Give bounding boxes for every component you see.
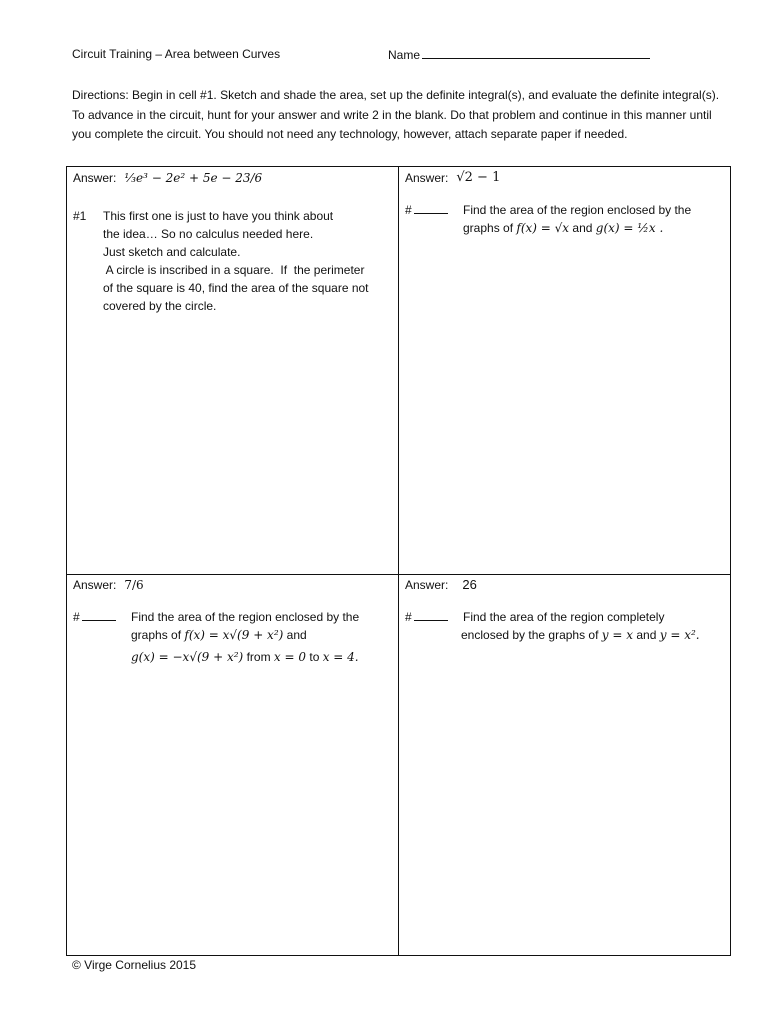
cell-2 [405, 169, 725, 237]
problem-text: and [572, 221, 593, 235]
answer-label: Answer: [73, 171, 117, 185]
circuit-blank[interactable] [414, 202, 448, 214]
problem-line: Find the area of the region enclosed by the [463, 203, 692, 217]
problem-1 [73, 207, 391, 315]
problem-line: the idea… So no calculus needed here. [103, 227, 314, 241]
answer-row [73, 576, 391, 594]
problem-line: Just sketch and calculate. [103, 245, 241, 259]
grid-divider-vertical [398, 167, 399, 955]
problem-line: This first one is just to have you think about [103, 209, 334, 223]
name-blank[interactable] [422, 47, 650, 59]
circuit-blank[interactable] [414, 609, 448, 621]
answer-value: √2 − 1 [456, 170, 501, 185]
grid-divider-horizontal [67, 574, 730, 575]
bound-upper: x = 4. [322, 650, 359, 664]
name-field[interactable] [388, 47, 650, 62]
problem-text: and [286, 628, 307, 642]
problem [405, 608, 725, 644]
function-g: g(x) = ½x . [595, 221, 664, 235]
cell-3 [73, 576, 391, 666]
answer-row [405, 169, 725, 187]
cell-1 [73, 169, 391, 315]
circuit-blank[interactable] [82, 609, 116, 621]
bound-lower: x = 0 [273, 650, 307, 664]
problem-number: # [405, 610, 412, 624]
problem-line: of the square is 40, find the area of the square not [103, 281, 369, 295]
copyright-footer: © Virge Cornelius 2015 [72, 958, 197, 972]
problem-text: graphs of [463, 221, 514, 235]
function-f: f(x) = √x [516, 221, 570, 235]
problem-number: # [405, 203, 412, 217]
problem-number: # [73, 610, 80, 624]
problem-text: graphs of [131, 628, 182, 642]
cell-4 [405, 576, 725, 644]
directions-text: Directions: Begin in cell #1. Sketch and shade the area, set up the definite integral(s), and evaluate the definite integral(s). To advance in the circuit, hunt for your answer and write 2 in the blank. Do that problem and continue in this manner until you complete the circuit. You should not need any technology, however, attach separate paper if needed. [72, 88, 720, 141]
problem-text: to [309, 650, 320, 664]
answer-value: 26 [462, 577, 477, 592]
problem-text: enclosed by the graphs of [461, 628, 599, 642]
problem-line: A circle is inscribed in a square. If the perimeter [103, 263, 365, 277]
function-g: g(x) = −x√(9 + x²) [131, 650, 244, 664]
curve-2: y = x². [659, 628, 700, 642]
name-label: Name [388, 48, 421, 62]
answer-row [73, 169, 391, 187]
problem [73, 608, 391, 666]
problem-line: covered by the circle. [103, 299, 217, 313]
circuit-grid [66, 166, 731, 956]
answer-value: 7/6 [124, 578, 144, 592]
worksheet-title: Circuit Training – Area between Curves [72, 47, 281, 61]
problem-text: and [636, 628, 657, 642]
answer-label: Answer: [405, 578, 449, 592]
problem-line: Find the area of the region enclosed by the [131, 610, 360, 624]
answer-label: Answer: [73, 578, 117, 592]
problem-number: #1 [73, 209, 87, 223]
problem [405, 201, 725, 237]
problem-line: Find the area of the region completely [463, 610, 665, 624]
answer-label: Answer: [405, 171, 449, 185]
problem-text: from [246, 650, 271, 664]
function-f: f(x) = x√(9 + x²) [184, 628, 284, 642]
answer-row [405, 576, 725, 594]
answer-value: ⅓e³ − 2e² + 5e − 23/6 [124, 171, 263, 185]
curve-1: y = x [601, 628, 634, 642]
